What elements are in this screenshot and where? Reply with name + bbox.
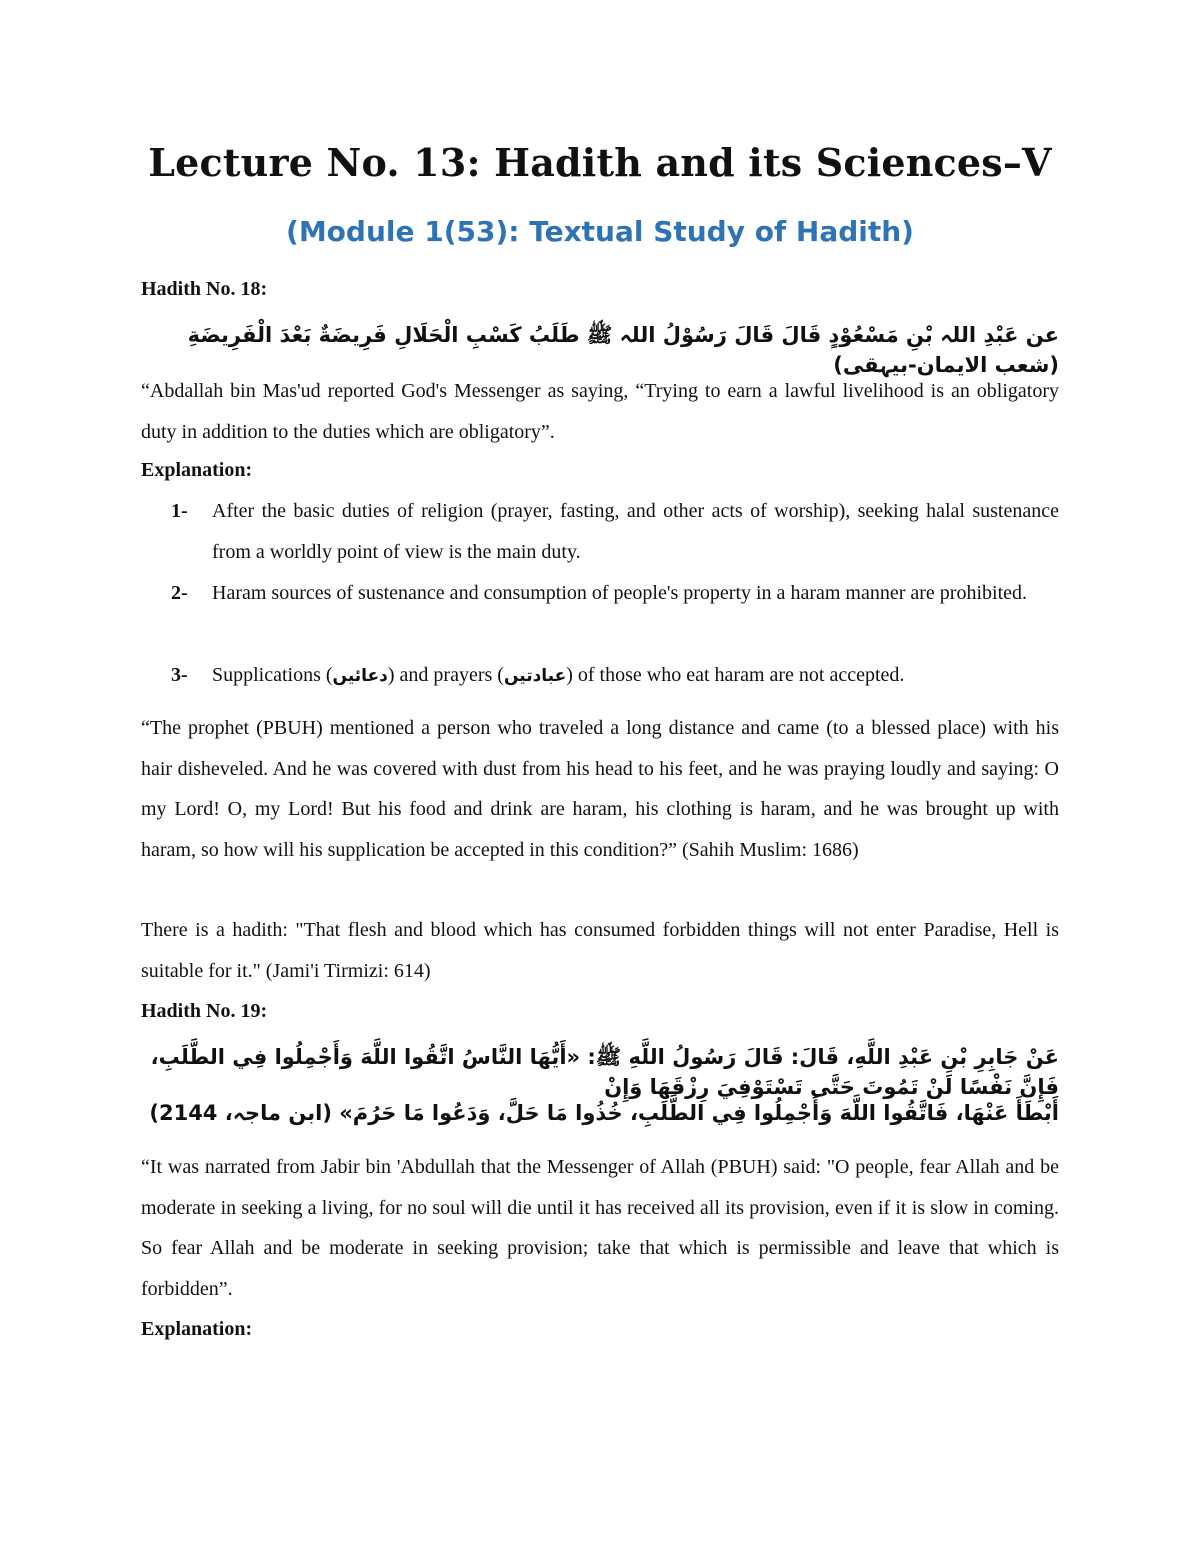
arabic-inline-term: عبادتیں	[503, 666, 567, 686]
point-number: 2-	[171, 582, 188, 604]
hadith-19-heading: Hadith No. 19:	[141, 1000, 268, 1022]
prophet-story-paragraph: “The prophet (PBUH) mentioned a person who traveled a long distance and came (to a blessed place) with his hair disheveled. And he was covered with dust from his head to his feet, and he was praying loudly and saying: O my Lord! O, my Lord! But his food and drink are haram, his clothing is haram, and he was brought up with haram, so how will his supplication be accepted in this condition?” (Sahih Muslim: 1686)	[141, 717, 1059, 861]
point-text	[212, 655, 1059, 697]
arabic-inline-term: دعائیں	[332, 666, 388, 686]
module-subtitle: (Module 1(53): Textual Study of Hadith)	[286, 215, 914, 248]
point-text-part: ) of those who eat haram are not accepted.	[566, 664, 905, 686]
lecture-title: Lecture No. 13: Hadith and its Sciences–V	[148, 140, 1052, 185]
hadith-18-heading: Hadith No. 18:	[141, 278, 268, 300]
explanation-point-3	[171, 655, 1059, 697]
point-text-part: ) and prayers (	[387, 664, 504, 686]
hadith-19-translation: “It was narrated from Jabir bin 'Abdullah that the Messenger of Allah (PBUH) said: "O people, fear Allah and be moderate in seeking a living, for no soul will die until it has received all its provision, even if it is slow in coming. So fear Allah and be moderate in seeking provision; take that which is permissible and leave that which is forbidden”.	[141, 1156, 1059, 1300]
explanation-point-1	[171, 491, 1059, 573]
hadith-18-translation: “Abdallah bin Mas'ud reported God's Messenger as saying, “Trying to earn a lawful livelihood is an obligatory duty in addition to the duties which are obligatory”.	[141, 380, 1059, 443]
hadith-19-arabic-line-2: أَبْطَأَ عَنْهَا، فَاتَّقُوا اللَّهَ وَأَجْمِلُوا فِي الطَّلَبِ، خُذُوا مَا حَلَّ، وَدَعُوا مَا حَرُمَ» (ابن ماجہ، 2144)	[149, 1101, 1059, 1125]
tirmizi-hadith-paragraph: There is a hadith: "That flesh and blood which has consumed forbidden things will not enter Paradise, Hell is suitable for it." (Jami'i Tirmizi: 614)	[141, 919, 1059, 982]
point-text-part: Supplications (	[212, 664, 333, 686]
hadith-18-explanation-heading: Explanation:	[141, 459, 253, 481]
point-text: Haram sources of sustenance and consumption of people's property in a haram manner are prohibited.	[212, 582, 1027, 604]
point-number: 3-	[171, 664, 188, 686]
explanation-point-2	[171, 573, 1059, 614]
hadith-18-arabic-text: عن عَبْدِ اللہ بْنِ مَسْعُوْدٍ قَالَ قَالَ رَسُوْلُ اللہ ﷺ طَلَبُ كَسْبِ الْحَلَالِ فَرِيضَةٌ بَعْدَ الْفَرِيضَةِ (شعب الایمان-بیہقی)	[187, 323, 1059, 377]
point-text: After the basic duties of religion (prayer, fasting, and other acts of worship), seeking halal sustenance from a worldly point of view is the main duty.	[212, 500, 1059, 563]
hadith-19-arabic-line-1: عَنْ جَابِرِ بْنِ عَبْدِ اللَّهِ، قَالَ: قَالَ رَسُولُ اللَّهِ ﷺ: «أَيُّهَا النَّاسُ اتَّقُوا اللَّهَ وَأَجْمِلُوا فِي الطَّلَبِ، فَإِنَّ نَفْسًا لَنْ تَمُوتَ حَتَّى تَسْتَوْفِيَ رِزْقَهَا وَإِنْ	[150, 1045, 1059, 1099]
point-number: 1-	[171, 500, 188, 522]
hadith-19-explanation-heading: Explanation:	[141, 1318, 253, 1340]
